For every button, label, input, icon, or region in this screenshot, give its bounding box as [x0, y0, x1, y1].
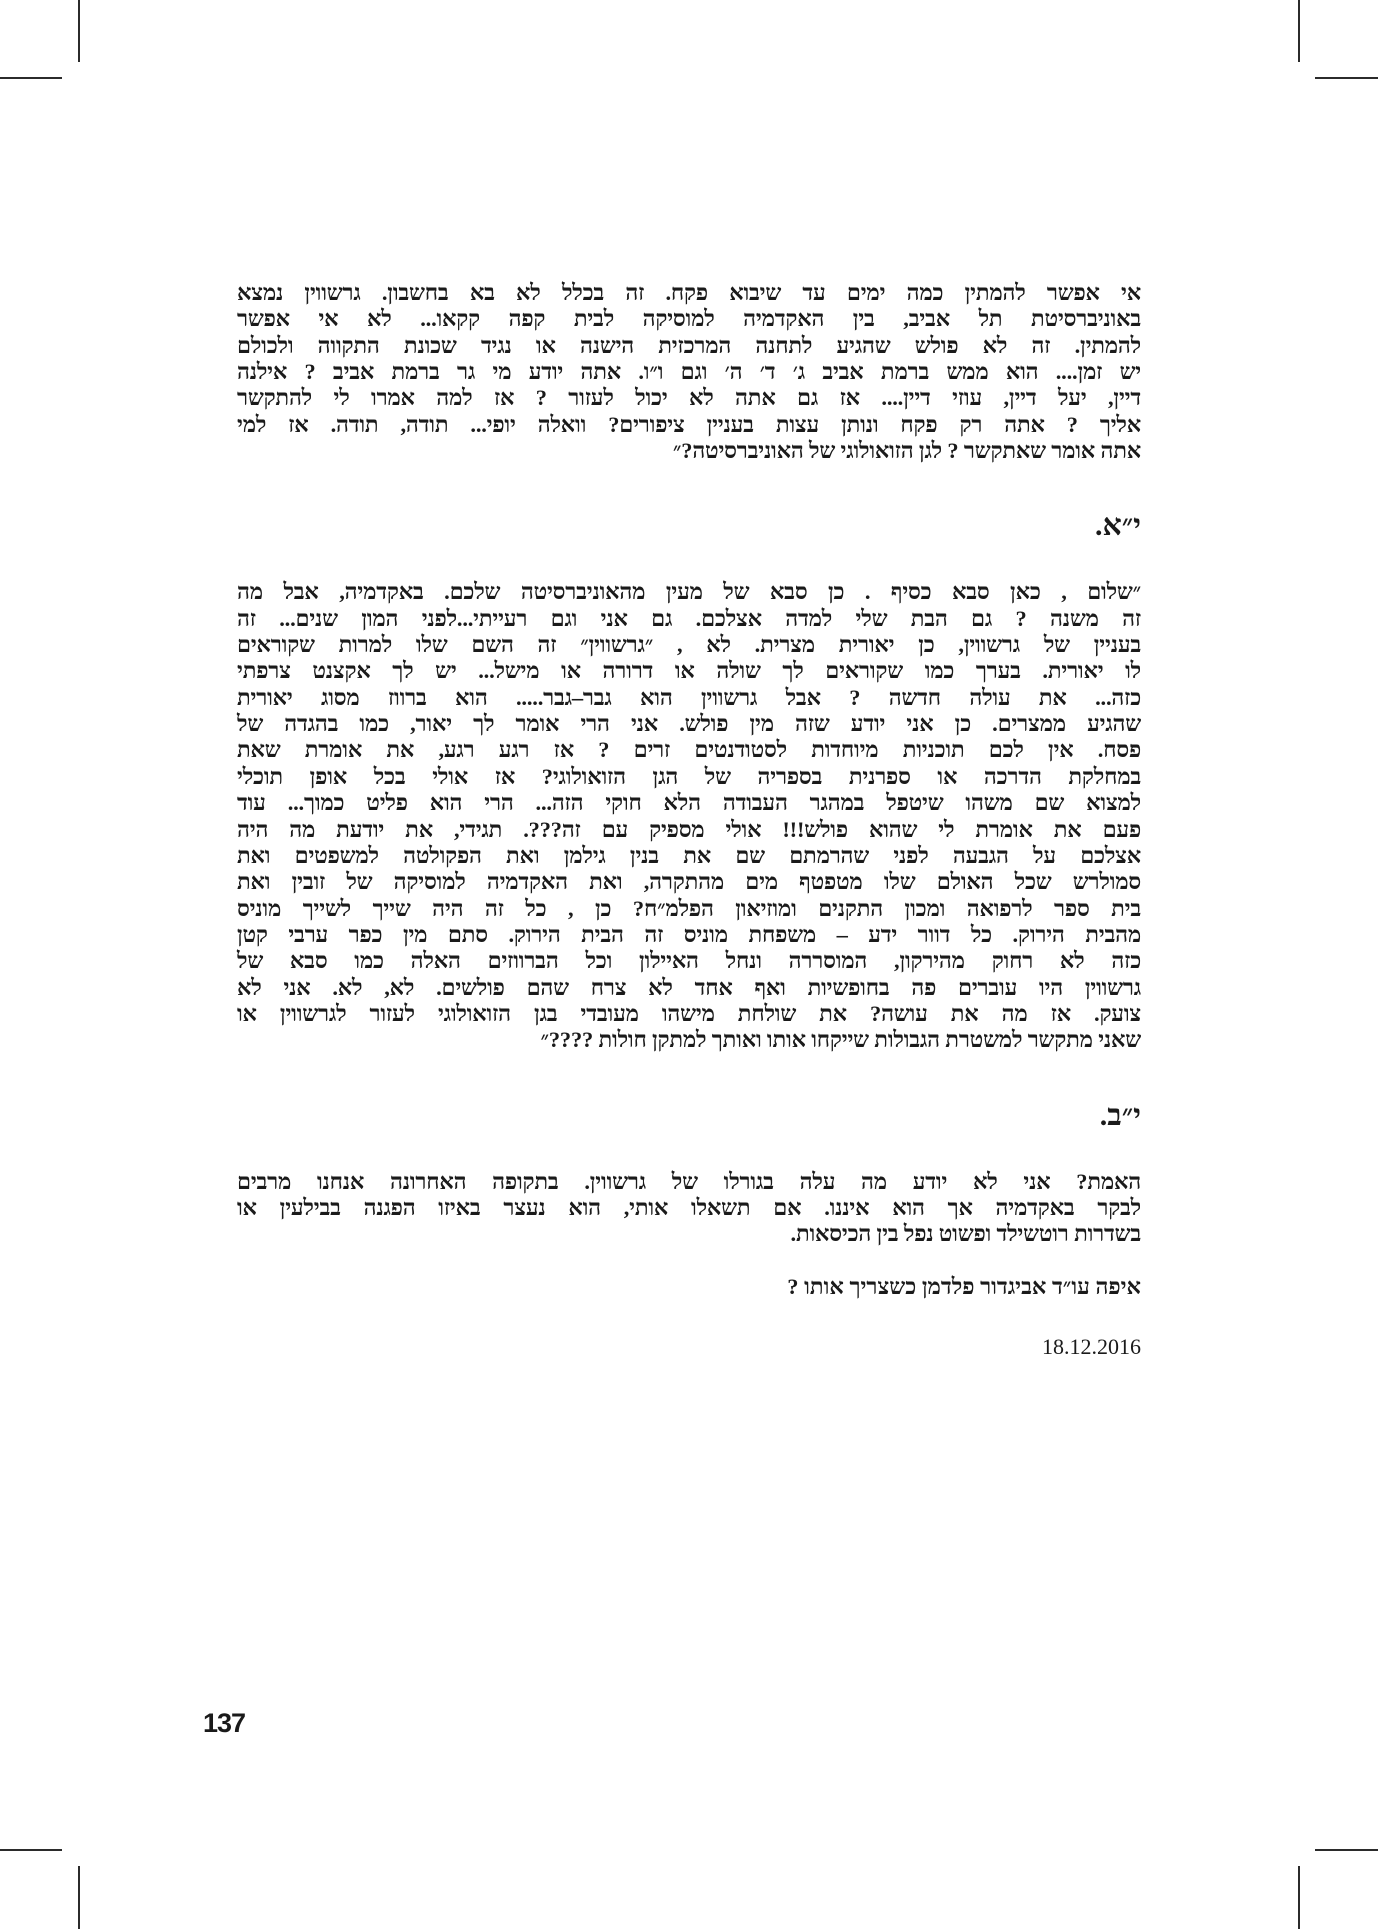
page-body	[237, 280, 1141, 1360]
text-line: בית ספר לרפואה ומכון התקנים ומוזיאון הפלמ״ח? כן , כל זה היה שייך לשייך מוניס	[237, 895, 1141, 921]
crop-mark-bottom-left-vertical	[78, 1866, 80, 1929]
paragraph-3	[237, 1169, 1141, 1248]
text-line: אצלכם על הגבעה לפני שהרמתם שם את בנין גילמן ואת הפקולטה למשפטים ואת	[237, 842, 1141, 868]
text-line: דיין, יעל דיין, עוזי דיין.... אז גם אתה לא יכול לעזור ? אז למה אמרו לי להתקשר	[237, 385, 1141, 411]
crop-mark-bottom-right-vertical	[1298, 1866, 1300, 1929]
text-line: בעניין של גרשווין, כן יאורית מצרית. לא , ״גרשווין״ זה השם שלו למרות שקוראים	[237, 632, 1141, 658]
text-line: לו יאורית. בערך כמו שקוראים לך שולה או דרורה או מישל... יש לך אקצנט צרפתי	[237, 658, 1141, 684]
crop-mark-top-left-vertical	[78, 0, 80, 62]
text-line: במחלקת הדרכה או ספרנית בספריה של הגן הזואולוגי? אז אולי בכל אופן תוכלי	[237, 763, 1141, 789]
crop-mark-bottom-right-horizontal	[1315, 1849, 1378, 1851]
text-line: אי אפשר להמתין כמה ימים עד שיבוא פקח. זה בכלל לא בא בחשבון. גרשווין נמצא	[237, 280, 1141, 305]
text-line: מהבית הירוק. כל דוור ידע – משפחת מוניס זה הבית הירוק. סתם מין כפר ערבי קטן	[237, 921, 1141, 947]
crop-mark-bottom-left-horizontal	[0, 1849, 62, 1851]
text-line: האמת? אני לא יודע מה עלה בגורלו של גרשווין. בתקופה האחרונה אנחנו מרבים	[237, 1168, 1141, 1194]
text-line: אתה אומר שאתקשר ? לגן הזואולוגי של האוניברסיטה?״	[672, 438, 1141, 464]
closing-question: איפה עו״ד אביגדור פלדמן כשצריך אותו ?	[787, 1273, 1141, 1299]
text-line: סמולרש שכל האולם שלו מטפטף מים מהתקרה, ואת האקדמיה למוסיקה של זובין ואת	[237, 869, 1141, 895]
text-line: פסח. אין לכם תוכניות מיוחדות לסטודנטים זרים ? אז רגע רגע, את אומרת שאת	[237, 737, 1141, 763]
text-line: צועק. אז מה את עושה? את שולחת מישהו מעובדי בגן הזואולוגי לעזור לגרשווין או	[237, 1000, 1141, 1026]
paragraph-2	[237, 579, 1141, 1053]
text-line: זה משנה ? גם הבת שלי למדה אצלכם. גם אני וגם רעייתי...לפני המון שנים... זה	[237, 605, 1141, 631]
text-line: שאני מתקשר למשטרת הגבולות שייקחו אותו ואותך למתקן חולות ????״	[540, 1027, 1141, 1053]
text-line: יש זמן.... הוא ממש ברמת אביב ג׳ ד׳ ה׳ וגם ו״ו. אתה יודע מי גר ברמת אביב ? אילנה	[237, 359, 1141, 385]
text-line: כזה... את עולה חדשה ? אבל גרשווין הוא גבר–גבר..... הוא ברווז מסוג יאורית	[237, 684, 1141, 710]
text-line: למצוא שם משהו שיטפל במהגר העבודה הלא חוקי הזה... הרי הוא פליט כמוך... עוד	[237, 790, 1141, 816]
text-line: פעם את אומרת לי שהוא פולש!!! אולי מספיק עם זה???. תגידי, את יודעת מה היה	[237, 816, 1141, 842]
text-line: אליך ? אתה רק פקח ונותן עצות בעניין ציפורים? וואלה יופי... תודה, תודה. אז למי	[237, 411, 1141, 437]
text-line: לבקר באקדמיה אך הוא איננו. אם תשאלו אותי, הוא נעצר באיזו הפגנה בבילעין או	[237, 1194, 1141, 1220]
section-heading-12: י״ב.	[1099, 1098, 1141, 1132]
crop-mark-top-left-horizontal	[0, 77, 62, 79]
crop-mark-top-right-horizontal	[1315, 77, 1378, 79]
text-line: שהגיע ממצרים. כן אני יודע שזה מין פולש. אני הרי אומר לך יאור, כמו בהגדה של	[237, 711, 1141, 737]
text-line: ״שלום , כאן סבא כסיף . כן סבא של מעין מהאוניברסיטה שלכם. באקדמיה, אבל מה	[237, 579, 1141, 605]
date: 18.12.2016	[1042, 1333, 1141, 1359]
text-line: באוניברסיטת תל אביב, בין האקדמיה למוסיקה לבית קפה קקאו... לא אי אפשר	[237, 306, 1141, 332]
paragraph-1	[237, 280, 1141, 464]
section-heading-11: י״א.	[1094, 509, 1141, 543]
text-line: כזה לא רחוק מהירקון, המוסררה ונחל האיילון וכל הברווזים האלה כמו סבא של	[237, 948, 1141, 974]
text-line: להמתין. זה לא פולש שהגיע לתחנה המרכזית הישנה או נגיד שכונת התקווה ולכולם	[237, 332, 1141, 358]
text-line: גרשווין היו עוברים פה בחופשיות ואף אחד לא צרח שהם פולשים. לא, לא. אני לא	[237, 974, 1141, 1000]
text-line: בשדרות רוטשילד ופשוט נפל בין הכיסאות.	[790, 1221, 1141, 1247]
page-number: 137	[203, 1708, 246, 1738]
crop-mark-top-right-vertical	[1298, 0, 1300, 62]
